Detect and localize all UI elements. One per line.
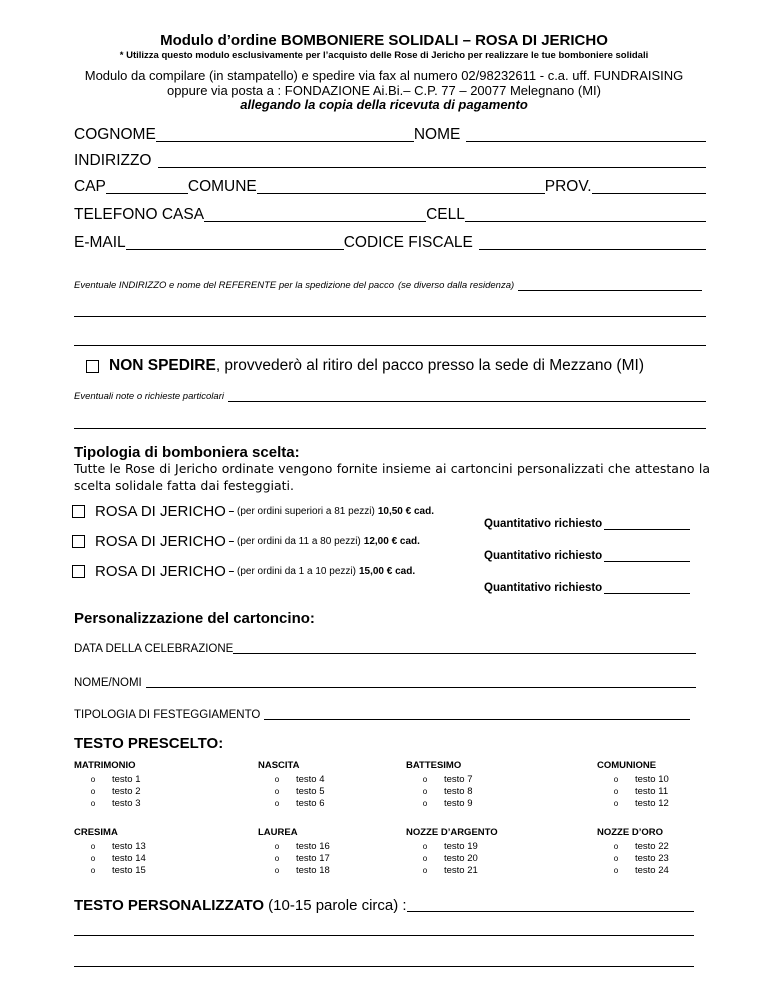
row-festeggiamento: [74, 709, 690, 721]
input-referente-line-3[interactable]: [74, 345, 706, 346]
radio-circle-icon[interactable]: o: [613, 853, 619, 863]
testo-prescelto-heading: TESTO PRESCELTO:: [74, 735, 224, 752]
testo-option-label: testo 22: [635, 840, 669, 852]
testo-option[interactable]: [74, 852, 146, 864]
label-referente: Eventuale INDIRIZZO e nome del REFERENTE per la spedizione del pacco: [74, 280, 394, 291]
radio-circle-icon[interactable]: o: [274, 865, 280, 875]
option-name: ROSA DI JERICHO: [95, 533, 226, 550]
testo-option[interactable]: [406, 785, 473, 797]
row-indirizzo: [74, 150, 706, 170]
radio-circle-icon[interactable]: o: [613, 774, 619, 784]
testo-personalizzato-heading: TESTO PERSONALIZZATO: [74, 897, 265, 914]
qty-label: Quantitativo richiesto: [484, 550, 603, 562]
testo-option-label: testo 6: [296, 797, 325, 809]
testo-option-label: testo 2: [112, 785, 141, 797]
option-rosa-11-80[interactable]: [72, 533, 420, 550]
testo-option-label: testo 3: [112, 797, 141, 809]
testo-option-label: testo 14: [112, 852, 146, 864]
testo-group: [74, 827, 146, 876]
testo-option-label: testo 12: [635, 797, 669, 809]
testo-group-title: COMUNIONE: [597, 760, 657, 771]
checkbox-icon[interactable]: [86, 360, 99, 373]
qty-label: Quantitativo richiesto: [484, 518, 603, 530]
radio-circle-icon[interactable]: o: [422, 853, 428, 863]
form-title: Modulo d’ordine BOMBONIERE SOLIDALI – ROSA DI JERICHO: [160, 32, 608, 49]
testo-option[interactable]: [74, 785, 141, 797]
instructions-line-1: Modulo da compilare (in stampatello) e spedire via fax al numero 02/98232611 - c.a. uff. FUNDRAISING: [84, 68, 684, 83]
row-cognome-nome: [74, 124, 706, 144]
input-testo-personalizzato-line-3[interactable]: [74, 966, 694, 967]
label-nomi: NOME/NOMI: [74, 677, 142, 689]
row-note: [74, 391, 706, 402]
radio-circle-icon[interactable]: o: [90, 774, 96, 784]
testo-option[interactable]: [597, 864, 669, 876]
row-nomi: [74, 677, 696, 689]
input-cognome[interactable]: [156, 127, 414, 142]
qty-input[interactable]: [604, 519, 690, 530]
testo-option-label: testo 15: [112, 864, 146, 876]
option-rosa-81[interactable]: [72, 503, 434, 520]
row-data-celebrazione: [74, 643, 696, 655]
radio-circle-icon[interactable]: o: [613, 865, 619, 875]
option-dash: –: [225, 506, 237, 517]
row-telefono-cell: [74, 204, 706, 224]
label-nome: NOME: [413, 126, 461, 143]
radio-circle-icon[interactable]: o: [274, 774, 280, 784]
testo-option[interactable]: [258, 785, 325, 797]
testo-option-label: testo 19: [444, 840, 478, 852]
option-range: (per ordini da 1 a 10 pezzi): [236, 566, 356, 577]
testo-option[interactable]: [597, 797, 669, 809]
input-festeggiamento[interactable]: [264, 709, 690, 720]
label-cognome: COGNOME: [74, 126, 156, 143]
testo-option[interactable]: [258, 773, 325, 785]
radio-circle-icon[interactable]: o: [90, 786, 96, 796]
input-comune[interactable]: [257, 179, 545, 194]
radio-circle-icon[interactable]: o: [422, 865, 428, 875]
testo-option[interactable]: [597, 785, 669, 797]
radio-circle-icon[interactable]: o: [90, 865, 96, 875]
qty-label: Quantitativo richiesto: [484, 582, 603, 594]
testo-option-label: testo 9: [444, 797, 473, 809]
testo-group: [406, 827, 498, 876]
testo-group: [597, 760, 669, 809]
qty-rosa-81: [484, 518, 690, 530]
label-email: E-MAIL: [74, 234, 126, 251]
input-nomi[interactable]: [146, 677, 696, 688]
label-festeggiamento: TIPOLOGIA DI FESTEGGIAMENTO: [74, 709, 261, 721]
label-comune: COMUNE: [187, 178, 257, 195]
row-referente: [74, 280, 706, 291]
testo-option-label: testo 10: [635, 773, 669, 785]
tipologia-heading: Tipologia di bomboniera scelta:: [74, 444, 300, 461]
option-rosa-1-10[interactable]: [72, 563, 415, 580]
row-email-cf: [74, 232, 706, 252]
option-name: ROSA DI JERICHO: [95, 563, 226, 580]
input-telefono[interactable]: [204, 207, 426, 222]
testo-option-label: testo 17: [296, 852, 330, 864]
label-telefono: TELEFONO CASA: [74, 206, 205, 223]
qty-input[interactable]: [604, 583, 690, 594]
radio-circle-icon[interactable]: o: [422, 786, 428, 796]
input-testo-personalizzato[interactable]: [407, 899, 694, 912]
testo-option[interactable]: [74, 773, 141, 785]
testo-group-title: NOZZE D’ORO: [597, 827, 663, 838]
testo-option-label: testo 16: [296, 840, 330, 852]
input-referente-line-2[interactable]: [74, 316, 706, 317]
testo-option-label: testo 13: [112, 840, 146, 852]
input-note-line-2[interactable]: [74, 428, 706, 429]
radio-circle-icon[interactable]: o: [90, 798, 96, 808]
testo-option[interactable]: [597, 852, 669, 864]
input-testo-personalizzato-line-2[interactable]: [74, 935, 694, 936]
personalizzazione-heading: Personalizzazione del cartoncino:: [74, 610, 315, 627]
testo-group: [74, 760, 141, 809]
testo-option[interactable]: [258, 797, 325, 809]
testo-group-title: NOZZE D’ARGENTO: [406, 827, 498, 838]
testo-option-label: testo 1: [112, 773, 141, 785]
option-price: 10,50 € cad.: [377, 506, 434, 517]
input-indirizzo[interactable]: [158, 153, 707, 168]
radio-circle-icon[interactable]: o: [274, 841, 280, 851]
label-data-celebrazione: DATA DELLA CELEBRAZIONE: [74, 643, 234, 655]
testo-option-label: testo 24: [635, 864, 669, 876]
testo-personalizzato-note: (10-15 parole circa) :: [264, 897, 407, 914]
qty-input[interactable]: [604, 551, 690, 562]
radio-circle-icon[interactable]: o: [274, 853, 280, 863]
testo-option[interactable]: [406, 773, 473, 785]
input-cap[interactable]: [106, 179, 188, 194]
option-name: ROSA DI JERICHO: [95, 503, 226, 520]
testo-group: [258, 760, 325, 809]
testo-option-label: testo 4: [296, 773, 325, 785]
radio-circle-icon[interactable]: o: [90, 841, 96, 851]
radio-circle-icon[interactable]: o: [90, 853, 96, 863]
label-prov: PROV.: [544, 178, 592, 195]
testo-option[interactable]: [597, 840, 669, 852]
tipologia-description: Tutte le Rose di Jericho ordinate vengono fornite insieme ai cartoncini personalizzati che attestano la scelta solidale fatta dai festeggiati.: [74, 461, 710, 493]
label-cf: CODICE FISCALE: [343, 234, 473, 251]
label-cap: CAP: [74, 178, 106, 195]
label-indirizzo: INDIRIZZO: [74, 152, 152, 169]
testo-group-title: LAUREA: [258, 827, 298, 838]
input-nome[interactable]: [466, 127, 706, 142]
radio-circle-icon[interactable]: o: [274, 798, 280, 808]
testo-group-title: CRESIMA: [74, 827, 118, 838]
option-range: (per ordini superiori a 81 pezzi): [236, 506, 375, 517]
radio-circle-icon[interactable]: o: [613, 786, 619, 796]
testo-option[interactable]: [597, 773, 669, 785]
qty-rosa-11-80: [484, 550, 690, 562]
option-price: 12,00 € cad.: [363, 536, 420, 547]
testo-option-label: testo 11: [635, 785, 669, 797]
option-range: (per ordini da 11 a 80 pezzi): [236, 536, 361, 547]
testo-group: [597, 827, 669, 876]
option-dash: –: [225, 566, 237, 577]
testo-group-title: BATTESIMO: [406, 760, 462, 771]
checkbox-icon[interactable]: [72, 535, 85, 548]
label-referente-note: (se diverso dalla residenza): [397, 280, 515, 291]
testo-option[interactable]: [406, 797, 473, 809]
testo-group: [406, 760, 473, 809]
testo-option[interactable]: [74, 797, 141, 809]
checkbox-icon[interactable]: [72, 505, 85, 518]
testo-option-label: testo 7: [444, 773, 473, 785]
input-referente[interactable]: [518, 282, 702, 291]
checkbox-icon[interactable]: [72, 565, 85, 578]
radio-circle-icon[interactable]: o: [422, 841, 428, 851]
radio-circle-icon[interactable]: o: [274, 786, 280, 796]
testo-option[interactable]: [258, 864, 330, 876]
input-cell[interactable]: [465, 207, 706, 222]
label-note: Eventuali note o richieste particolari: [74, 391, 224, 402]
input-email[interactable]: [126, 235, 344, 250]
input-data-celebrazione[interactable]: [233, 643, 696, 654]
testo-option-label: testo 5: [296, 785, 325, 797]
radio-circle-icon[interactable]: o: [613, 841, 619, 851]
form-subtitle: * Utilizza questo modulo esclusivamente per l’acquisto delle Rose di Jericho per realizzare le tue bomboniere solidali: [119, 50, 649, 61]
radio-circle-icon[interactable]: o: [422, 774, 428, 784]
row-testo-personalizzato: [74, 897, 694, 914]
testo-option[interactable]: [406, 864, 498, 876]
testo-option-label: testo 20: [444, 852, 478, 864]
testo-option[interactable]: [74, 864, 146, 876]
testo-option[interactable]: [258, 852, 330, 864]
instructions-line-3: allegando la copia della ricevuta di pagamento: [240, 97, 528, 112]
option-price: 15,00 € cad.: [358, 566, 416, 577]
testo-option[interactable]: [406, 840, 498, 852]
radio-circle-icon[interactable]: o: [422, 798, 428, 808]
testo-group-title: NASCITA: [258, 760, 300, 771]
input-prov[interactable]: [592, 179, 706, 194]
testo-option[interactable]: [406, 852, 498, 864]
input-note[interactable]: [228, 393, 706, 402]
input-cf[interactable]: [479, 235, 706, 250]
row-cap-comune-prov: [74, 176, 706, 196]
testo-option-label: testo 21: [444, 864, 478, 876]
instructions-line-2: oppure via posta a : FONDAZIONE Ai.Bi.– C.P. 77 – 20077 Melegnano (MI): [166, 83, 602, 98]
testo-option[interactable]: [74, 840, 146, 852]
option-non-spedire[interactable]: [86, 357, 644, 375]
testo-option-label: testo 8: [444, 785, 473, 797]
label-cell: CELL: [426, 206, 465, 223]
option-dash: –: [225, 536, 237, 547]
non-spedire-bold: NON SPEDIRE: [109, 357, 216, 374]
testo-group-title: MATRIMONIO: [74, 760, 136, 771]
testo-group: [258, 827, 330, 876]
testo-option-label: testo 18: [296, 864, 330, 876]
non-spedire-text: , provvederò al ritiro del pacco presso la sede di Mezzano (MI): [215, 357, 644, 374]
testo-option[interactable]: [258, 840, 330, 852]
testo-option-label: testo 23: [635, 852, 669, 864]
radio-circle-icon[interactable]: o: [613, 798, 619, 808]
qty-rosa-1-10: [484, 582, 690, 594]
